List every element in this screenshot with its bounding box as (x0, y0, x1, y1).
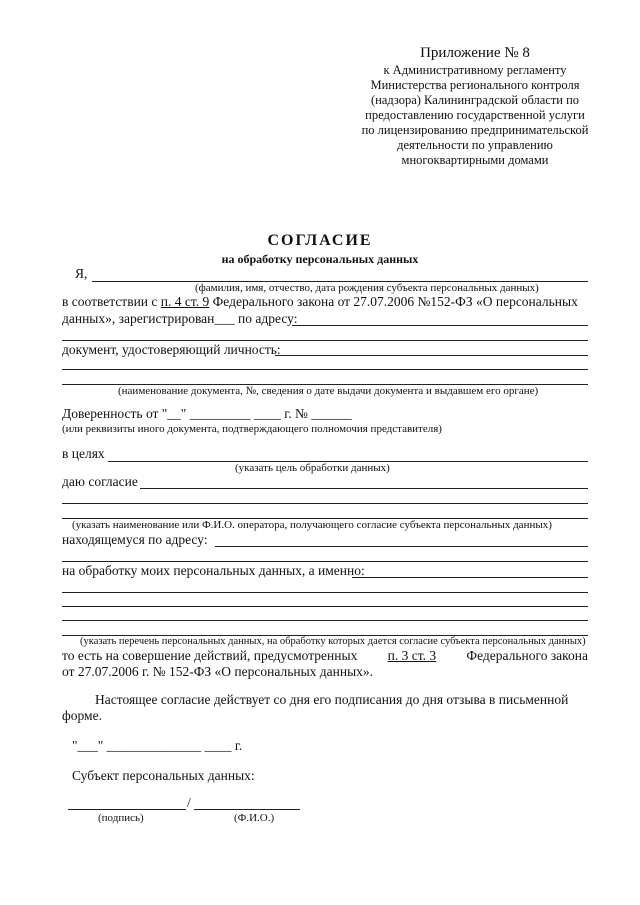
signature-separator: / (187, 795, 191, 810)
fio-sign-hint: (Ф.И.О.) (234, 812, 275, 824)
appendix-line: по лицензированию предпринимательской (361, 123, 589, 137)
address-field[interactable] (292, 325, 588, 326)
registration-label: данных», зарегистрирован___ по адресу: (62, 311, 298, 326)
operator-hint: (указать наименование или Ф.И.О. оператора, получающего согласие субъекта персональных данных) (72, 519, 552, 531)
i-label: Я, (75, 266, 88, 281)
processing-label: на обработку моих персональных данных, а именно: (62, 563, 365, 578)
power-of-attorney-hint: (или реквизиты иного документа, подтверждающего полномочия представителя) (62, 423, 442, 435)
appendix-line: предоставлению государственной услуги (365, 108, 585, 122)
appendix-line: Министерства регионального контроля (370, 78, 580, 92)
appendix-line: деятельности по управлению (397, 138, 553, 152)
consent-label: даю согласие (62, 474, 138, 489)
appendix-title: Приложение № 8 (420, 45, 530, 61)
data-list-field-line4[interactable] (62, 620, 588, 621)
purpose-hint: (указать цель обработки данных) (235, 462, 390, 474)
appendix-line: к Административному регламенту (383, 63, 567, 77)
signature-field[interactable] (68, 809, 186, 810)
actions-text-part1: то есть на совершение действий, предусмотренных (62, 648, 358, 663)
location-field[interactable] (215, 546, 588, 547)
location-label: находящемуся по адресу: (62, 532, 208, 547)
appendix-line: многоквартирными домами (401, 153, 549, 167)
law-reference: п. 4 ст. 9 (160, 294, 210, 309)
law-text-part1: в соответствии с (62, 294, 158, 309)
signature-hint: (подпись) (98, 812, 144, 824)
document-subtitle: на обработку персональных данных (221, 252, 419, 266)
validity-line-2: форме. (62, 708, 102, 723)
document-title: СОГЛАСИЕ (267, 232, 373, 249)
address-field-line2[interactable] (62, 340, 588, 341)
signature-fio-field[interactable] (194, 809, 300, 810)
data-list-field-line2[interactable] (62, 592, 588, 593)
subject-label: Субъект персональных данных: (72, 768, 255, 783)
purpose-label: в целях (62, 446, 105, 461)
location-field-line2[interactable] (62, 561, 588, 562)
law-line (62, 294, 578, 310)
actions-line-2: от 27.07.2006 г. № 152-ФЗ «О персональных данных». (62, 664, 374, 679)
validity-line-1: Настоящее согласие действует со дня его подписания до дня отзыва в письменной (95, 692, 569, 707)
document-field[interactable] (275, 355, 588, 356)
appendix-line: (надзора) Калининградской области по (370, 93, 580, 107)
document-field-line2[interactable] (62, 369, 588, 370)
power-of-attorney-label: Доверенность от "__" _________ ____ г. № ______ (62, 406, 352, 421)
operator-field-line2[interactable] (62, 503, 588, 504)
document-label: документ, удостоверяющий личность: (62, 342, 281, 357)
data-list-hint: (указать перечень персональных данных, на обработку которых дается согласие субъекта персональных данных) (80, 636, 586, 647)
law-text-part2: Федерального закона от 27.07.2006 №152-ФЗ «О персональных (212, 294, 578, 309)
fio-hint: (фамилия, имя, отчество, дата рождения субъекта персональных данных) (195, 282, 539, 294)
actions-text-part2: Федерального закона (466, 648, 588, 663)
appendix-block (350, 44, 600, 168)
document-hint: (наименование документа, №, сведения о дате выдачи документа и выдавшем его органе) (118, 385, 539, 397)
data-list-field-line3[interactable] (62, 606, 588, 607)
actions-reference: п. 3 ст. 3 (387, 648, 437, 663)
date-line[interactable]: "___" ______________ ____ г. (72, 738, 243, 753)
actions-line (62, 648, 588, 664)
data-list-field[interactable] (352, 577, 588, 578)
operator-field[interactable] (140, 488, 588, 489)
